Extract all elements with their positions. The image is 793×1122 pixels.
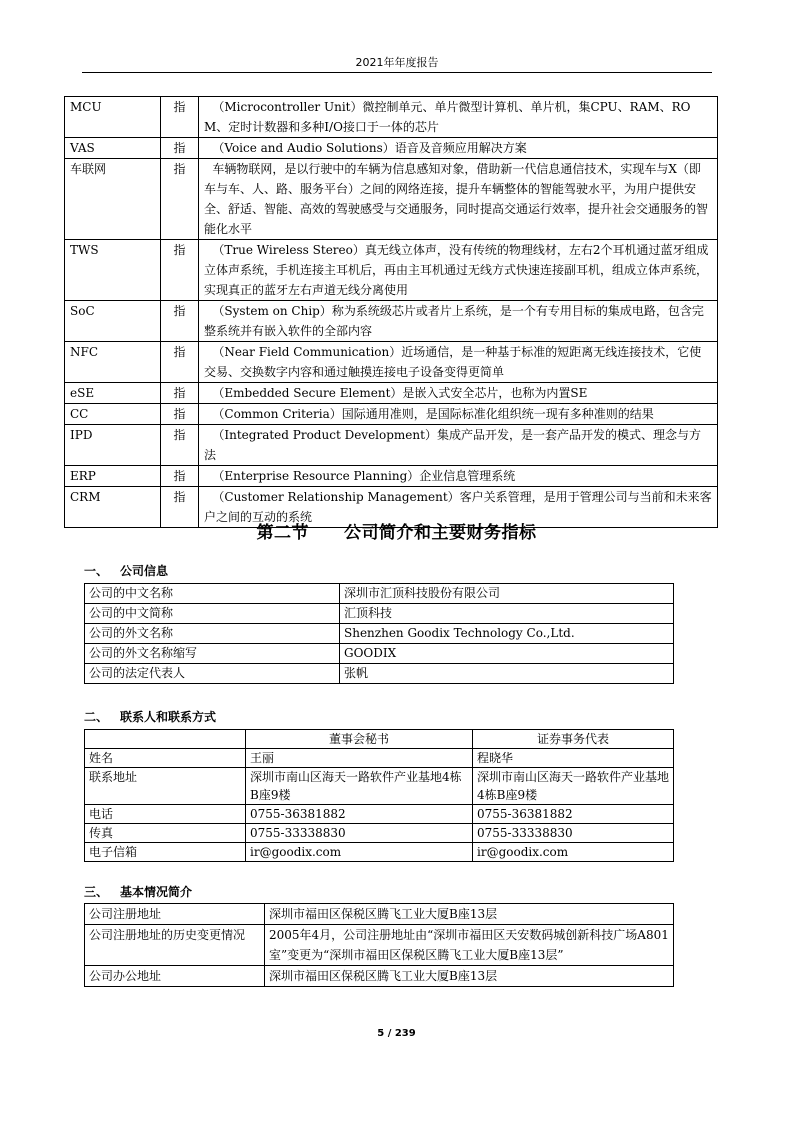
glossary-term: NFC (65, 342, 161, 383)
glossary-relation: 指 (161, 240, 199, 301)
glossary-term: SoC (65, 301, 161, 342)
glossary-definition: （Voice and Audio Solutions）语音及音频应用解决方案 (199, 138, 718, 159)
section-title: 第二节 公司简介和主要财务指标 (256, 523, 537, 543)
row-value: 张帆 (340, 664, 674, 684)
heading-text: 基本情况简介 (120, 885, 193, 899)
rep-value: 0755-33338830 (473, 824, 674, 843)
table-row (85, 749, 674, 768)
secretary-value: ir@goodix.com (246, 843, 473, 862)
row-value: 汇顶科技 (340, 604, 674, 624)
glossary-definition: （Near Field Communication）近场通信，是一种基于标准的短距离无线连接技术，它使交易、交换数字内容和通过触摸连接电子设备变得更简单 (199, 342, 718, 383)
page-number: 5 / 239 (377, 1028, 416, 1039)
table-row (85, 805, 674, 824)
glossary-definition: （Embedded Secure Element）是嵌入式安全芯片，也称为内置SE (199, 383, 718, 404)
page-header: 2021年年度报告 (355, 56, 439, 69)
glossary-relation: 指 (161, 404, 199, 425)
glossary-definition: （Integrated Product Development）集成产品开发，是一套产品开发的模式、理念与方法 (199, 425, 718, 466)
glossary-definition: （System on Chip）称为系统级芯片或者片上系统，是一个有专用目标的集成电路，包含完整系统并有嵌入软件的全部内容 (199, 301, 718, 342)
table-row (85, 624, 674, 644)
table-row (85, 768, 674, 805)
company-info-table (84, 583, 674, 684)
row-label: 公司的中文名称 (85, 584, 340, 604)
glossary-term: eSE (65, 383, 161, 404)
row-label: 电子信箱 (85, 843, 246, 862)
heading-number: 二、 (84, 710, 109, 724)
glossary-term: CC (65, 404, 161, 425)
row-value: Shenzhen Goodix Technology Co.,Ltd. (340, 624, 674, 644)
glossary-row (65, 383, 718, 404)
table-row (85, 584, 674, 604)
heading-text: 公司信息 (120, 564, 169, 578)
secretary-value: 王丽 (246, 749, 473, 768)
contact-table (84, 729, 674, 862)
table-row (85, 904, 674, 925)
glossary-definition: 车辆物联网，是以行驶中的车辆为信息感知对象，借助新一代信息通信技术，实现车与X（即车与车、人、路、服务平台）之间的网络连接，提升车辆整体的智能驾驶水平，为用户提供安全、舒适、智能、高效的驾驶感受与交通服务，同时提高交通运行效率，提升社会交通服务的智能化水平 (199, 159, 718, 240)
heading-text: 联系人和联系方式 (120, 710, 217, 724)
row-label: 传真 (85, 824, 246, 843)
glossary-definition: （Microcontroller Unit）微控制单元、单片微型计算机、单片机，集CPU、RAM、ROM、定时计数器和多种I/O接口于一体的芯片 (199, 97, 718, 138)
row-label: 公司的法定代表人 (85, 664, 340, 684)
glossary-row (65, 138, 718, 159)
table-row (85, 843, 674, 862)
row-value: 深圳市福田区保税区腾飞工业大厦B座13层 (265, 966, 674, 987)
header-cell-secretary: 董事会秘书 (246, 730, 473, 749)
rep-value: 深圳市南山区海天一路软件产业基地4栋B座9楼 (473, 768, 674, 805)
row-value: 2005年4月，公司注册地址由“深圳市福田区天安数码城创新科技广场A801室”变更为“深圳市福田区保税区腾飞工业大厦B座13层” (265, 925, 674, 966)
secretary-value: 0755-33338830 (246, 824, 473, 843)
glossary-relation: 指 (161, 301, 199, 342)
table-row (85, 966, 674, 987)
glossary-term: ERP (65, 466, 161, 487)
glossary-relation: 指 (161, 487, 199, 528)
header-cell-empty (85, 730, 246, 749)
secretary-value: 深圳市南山区海天一路软件产业基地4栋B座9楼 (246, 768, 473, 805)
row-label: 联系地址 (85, 768, 246, 805)
glossary-term: CRM (65, 487, 161, 528)
table-row (85, 644, 674, 664)
table-row (85, 824, 674, 843)
glossary-definition: （Common Criteria）国际通用准则，是国际标准化组织统一现有多种准则的结果 (199, 404, 718, 425)
heading-number: 三、 (84, 885, 109, 899)
glossary-row (65, 240, 718, 301)
company-info-heading (84, 563, 168, 579)
glossary-row (65, 159, 718, 240)
glossary-row (65, 97, 718, 138)
glossary-relation: 指 (161, 425, 199, 466)
row-label: 电话 (85, 805, 246, 824)
glossary-row (65, 342, 718, 383)
header-divider (82, 72, 712, 73)
row-label: 公司的外文名称 (85, 624, 340, 644)
rep-value: 程晓华 (473, 749, 674, 768)
glossary-definition: （True Wireless Stereo）真无线立体声，没有传统的物理线材，左右2个耳机通过蓝牙组成立体声系统，手机连接主耳机后，再由主耳机通过无线方式快速连接副耳机，组成立体声系统，实现真正的蓝牙左右声道无线分离使用 (199, 240, 718, 301)
row-value: 深圳市汇顶科技股份有限公司 (340, 584, 674, 604)
glossary-term: TWS (65, 240, 161, 301)
row-value: GOODIX (340, 644, 674, 664)
basic-info-heading (84, 884, 192, 900)
glossary-relation: 指 (161, 159, 199, 240)
glossary-definition: （Enterprise Resource Planning）企业信息管理系统 (199, 466, 718, 487)
secretary-value: 0755-36381882 (246, 805, 473, 824)
glossary-row (65, 425, 718, 466)
glossary-relation: 指 (161, 466, 199, 487)
glossary-definition: （Customer Relationship Management）客户关系管理，是用于管理公司与当前和未来客户之间的互动的系统 (199, 487, 718, 528)
row-label: 公司的中文简称 (85, 604, 340, 624)
row-value: 深圳市福田区保税区腾飞工业大厦B座13层 (265, 904, 674, 925)
row-label: 公司的外文名称缩写 (85, 644, 340, 664)
row-label: 公司注册地址的历史变更情况 (85, 925, 265, 966)
row-label: 姓名 (85, 749, 246, 768)
glossary-relation: 指 (161, 383, 199, 404)
glossary-row (65, 466, 718, 487)
glossary-term: 车联网 (65, 159, 161, 240)
basic-info-table (84, 903, 674, 987)
table-row (85, 604, 674, 624)
heading-number: 一、 (84, 564, 109, 578)
glossary-term: IPD (65, 425, 161, 466)
glossary-row (65, 404, 718, 425)
glossary-term: VAS (65, 138, 161, 159)
glossary-term: MCU (65, 97, 161, 138)
table-header-row (85, 730, 674, 749)
header-cell-rep: 证券事务代表 (473, 730, 674, 749)
rep-value: 0755-36381882 (473, 805, 674, 824)
glossary-relation: 指 (161, 97, 199, 138)
rep-value: ir@goodix.com (473, 843, 674, 862)
glossary-relation: 指 (161, 342, 199, 383)
row-label: 公司注册地址 (85, 904, 265, 925)
table-row (85, 925, 674, 966)
glossary-row (65, 301, 718, 342)
contact-heading (84, 709, 216, 725)
row-label: 公司办公地址 (85, 966, 265, 987)
table-row (85, 664, 674, 684)
glossary-table (64, 96, 718, 528)
glossary-relation: 指 (161, 138, 199, 159)
